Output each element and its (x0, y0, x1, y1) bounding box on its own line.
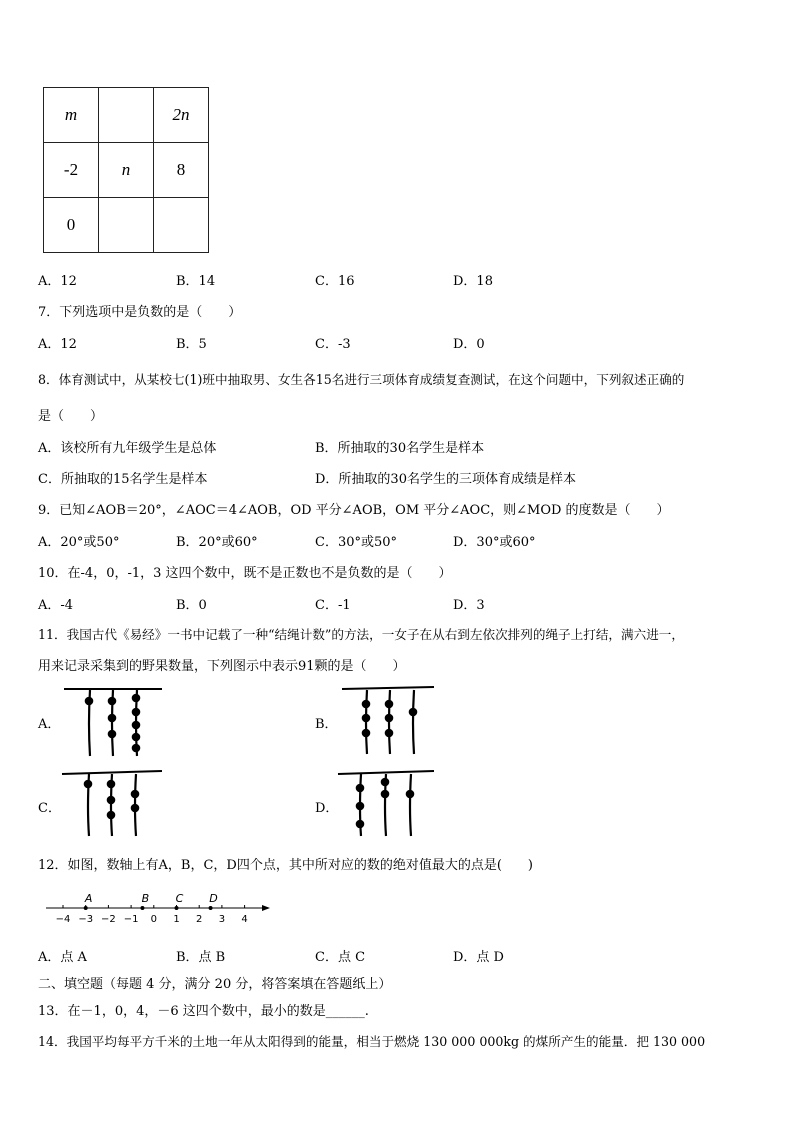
q7-option-a: A．12 (38, 337, 77, 352)
q10-option-b: B．0 (176, 598, 207, 613)
q7-option-c: C．-3 (315, 337, 351, 352)
q11-option-a-label: A． (38, 717, 61, 732)
q8-option-a: A．该校所有九年级学生是总体 (38, 441, 217, 456)
q11-option-c-label: C． (38, 801, 61, 816)
q6-option-d: D．18 (453, 274, 493, 289)
knot (108, 730, 117, 739)
q12-stem: 12．如图，数轴上有A，B，C，D四个点，其中所对应的数的绝对值最大的点是( ) (38, 858, 533, 873)
knot (385, 729, 394, 738)
q12-option-b: B．点 B (176, 950, 226, 965)
tick-label: −1 (123, 914, 139, 925)
section-heading: 二、填空题（每题 4 分，满分 20 分，将答案填在答题纸上） (38, 977, 392, 992)
q12-option-a: A．点 A (38, 950, 87, 965)
grid-cell: 2n (153, 88, 208, 143)
q13-stem: 13．在－1，0，4，－6 这四个数中，最小的数是______. (38, 1004, 369, 1019)
point-marker (140, 906, 144, 910)
point-label: A (84, 892, 93, 905)
knot-figure-d (336, 768, 440, 840)
rope-top (62, 771, 162, 774)
q11-stem-line1: 11．我国古代《易经》一书中记载了一种“结绳计数”的方法，一女子在从右到左依次排列的绳子上打结，满六进一， (38, 627, 684, 642)
q10-option-a: A．-4 (38, 598, 74, 613)
q8-stem-line2: 是（ ） (38, 409, 104, 424)
tick-label: −2 (101, 914, 116, 925)
knot (108, 697, 117, 706)
knot-figure-a (58, 684, 168, 758)
knot (356, 784, 365, 793)
q12-option-c: C．点 C (315, 950, 366, 965)
tick-label: 4 (241, 914, 248, 925)
q14-stem: 14．我国平均每平方千米的土地一年从太阳得到的能量，相当于燃烧 130 000 000kg 的煤所产生的能量．把 130 000 (38, 1034, 706, 1049)
knot (356, 820, 365, 829)
q9-stem: 9．已知∠AOB＝20°，∠AOC＝4∠AOB，OD 平分∠AOB，OM 平分∠AOC，则∠MOD 的度数是（ ） (38, 503, 670, 518)
rope (413, 690, 414, 754)
point-label: C (175, 892, 184, 905)
q9-option-b: B．20°或60° (176, 535, 258, 550)
knot (107, 780, 116, 789)
knot (107, 796, 116, 805)
rope-top (342, 687, 434, 689)
q11-stem-line2: 用来记录采集到的野果数量，下列图示中表示91颗的是（ ） (38, 659, 406, 674)
q11-option-b-label: B． (315, 717, 338, 732)
knot (131, 790, 140, 799)
knot (132, 721, 141, 730)
tick-label: 1 (173, 914, 180, 925)
point-label: B (141, 892, 150, 905)
knot-figure-b (340, 684, 440, 758)
axis-arrow (262, 905, 270, 911)
tick-label: 3 (218, 914, 226, 925)
knot (132, 694, 141, 703)
q6-option-a: A．12 (38, 274, 77, 289)
knot (132, 733, 141, 742)
q9-option-c: C．30°或50° (315, 535, 398, 550)
knot (362, 714, 371, 723)
knot (406, 790, 415, 799)
knot (131, 804, 140, 813)
tick-label: 2 (196, 914, 203, 925)
grid-cell: -2 (44, 143, 99, 198)
number-line (40, 889, 272, 925)
knot (132, 708, 141, 717)
q8-stem-line1: 8．体育测试中，从某校七(1)班中抽取男、女生各15名进行三项体育成绩复查测试，在这个问题中，下列叙述正确的 (38, 372, 685, 387)
axis-points (84, 892, 218, 910)
knot (385, 700, 394, 709)
knot (362, 729, 371, 738)
q8-option-d: D．所抽取的30名学生的三项体育成绩是样本 (315, 472, 576, 487)
grid-cell: 0 (44, 198, 99, 253)
grid-cell: m (44, 88, 99, 143)
q10-option-c: C．-1 (315, 598, 351, 613)
knot (381, 778, 390, 787)
q11-option-d-label: D． (315, 801, 339, 816)
knot (132, 744, 141, 753)
grid-cell (153, 198, 208, 253)
tick-label: −4 (55, 914, 71, 925)
point-marker (175, 906, 179, 910)
q10-stem: 10．在-4，0，-1，3 这四个数中，既不是正数也不是负数的是（ ） (38, 566, 452, 581)
rope (410, 774, 411, 836)
tick-label: −3 (78, 914, 94, 925)
knot (356, 802, 365, 811)
q6-option-b: B．14 (176, 274, 216, 289)
grid-cell (99, 198, 154, 253)
grid-cell: n (99, 143, 154, 198)
knot (385, 714, 394, 723)
point-label: D (209, 892, 218, 905)
q12-option-d: D．点 D (453, 950, 504, 965)
q8-option-b: B．所抽取的30名学生是样本 (315, 441, 485, 456)
q8-option-c: C．所抽取的15名学生是样本 (38, 472, 208, 487)
grid-cell (99, 88, 154, 143)
knot-figure-c (58, 768, 168, 840)
knot (108, 714, 117, 723)
grid-cell: 8 (153, 143, 208, 198)
knot (362, 700, 371, 709)
knot (84, 780, 93, 789)
q9-option-d: D．30°或60° (453, 535, 536, 550)
point-marker (84, 906, 88, 910)
tick-label: 0 (150, 914, 157, 925)
q7-stem: 7．下列选项中是负数的是（ ） (38, 305, 242, 320)
q9-option-a: A．20°或50° (38, 535, 120, 550)
q6-option-c: C．16 (315, 274, 355, 289)
number-grid (43, 87, 209, 253)
knot (409, 708, 418, 717)
knot (85, 697, 94, 706)
knot (381, 790, 390, 799)
rope-top (338, 771, 434, 774)
q10-option-d: D．3 (453, 598, 485, 613)
q7-option-b: B．5 (176, 337, 207, 352)
knot (107, 811, 116, 820)
q7-option-d: D．0 (453, 337, 485, 352)
point-marker (209, 906, 213, 910)
